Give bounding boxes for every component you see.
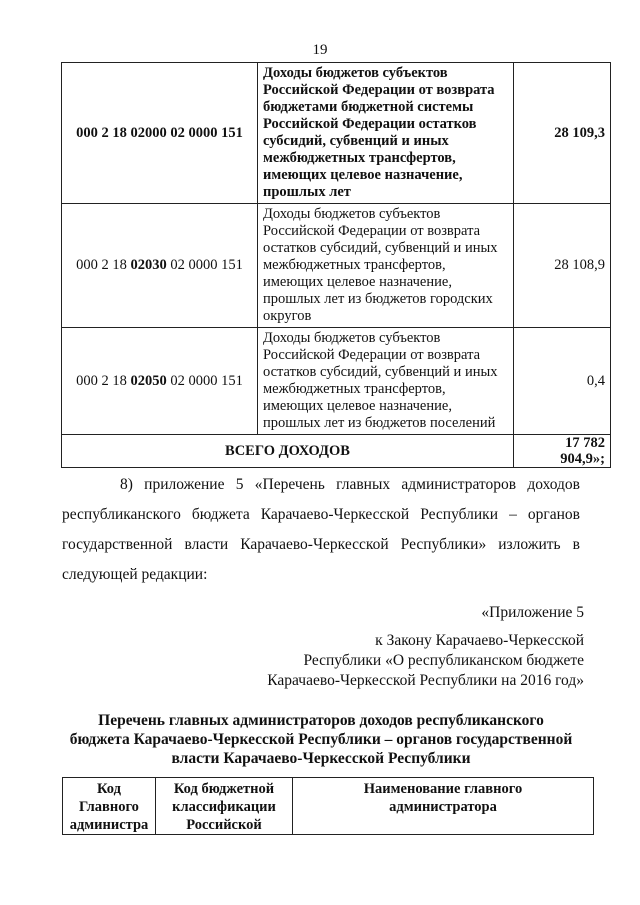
- table-row: [62, 328, 611, 435]
- income-description: Доходы бюджетов субъектов Российской Федерации от возврата бюджетами бюджетной системы Российской Федерации остатков субсидий, субвенций и иных межбюджетных трансфертов, имеющих целевое назначение, прошлых лет: [258, 63, 514, 204]
- page-number: 19: [312, 42, 328, 58]
- budget-code: 000 2 18 02000 02 0000 151: [62, 63, 258, 204]
- table-row: [62, 204, 611, 328]
- heading-line: бюджета Карачаево-Черкесской Республики – органов государственной: [69, 731, 573, 748]
- amendment-paragraph: [62, 470, 580, 590]
- income-description: Доходы бюджетов субъектов Российской Федерации от возврата остатков субсидий, субвенций и иных межбюджетных трансфертов, имеющих целевое назначение, прошлых лет из бюджетов поселений: [258, 328, 514, 435]
- appendix-line: Карачаево-Черкесской Республики на 2016 год»: [267, 672, 584, 689]
- column-header-budget-code: Код бюджетной классификации Российской: [156, 778, 293, 835]
- appendix-line: Республики «О республиканском бюджете: [303, 652, 584, 669]
- appendix-reference: [267, 631, 584, 691]
- heading-line: власти Карачаево-Черкесской Республики: [171, 750, 471, 767]
- income-table: [61, 62, 611, 468]
- column-header-admin-code: Код Главного администра: [63, 778, 156, 835]
- paragraph-text: 8) приложение 5 «Перечень главных администраторов доходов республиканского бюджета Карачаево-Черкесской Республики – органов государственной власти Карачаево-Черкесской Республики» изложить в следующей редакции:: [62, 476, 580, 583]
- income-amount: 28 109,3: [514, 63, 611, 204]
- income-description: Доходы бюджетов субъектов Российской Федерации от возврата остатков субсидий, субвенций и иных межбюджетных трансфертов, имеющих целевое назначение, прошлых лет из бюджетов городских округов: [258, 204, 514, 328]
- budget-code: 000 2 18 02050 02 0000 151: [62, 328, 258, 435]
- total-row: [62, 435, 611, 468]
- table-row: [62, 63, 611, 204]
- column-header-admin-name: Наименование главного администратора: [293, 778, 594, 835]
- income-amount: 0,4: [514, 328, 611, 435]
- appendix-line: к Закону Карачаево-Черкесской: [375, 632, 584, 649]
- table-header-row: [63, 778, 594, 835]
- list-heading: [62, 711, 580, 768]
- total-amount: 17 782 904,9»;: [514, 435, 611, 468]
- total-label: ВСЕГО ДОХОДОВ: [62, 435, 514, 468]
- administrators-table: [62, 777, 594, 835]
- appendix-title: «Приложение 5: [481, 604, 584, 621]
- budget-code: 000 2 18 02030 02 0000 151: [62, 204, 258, 328]
- income-amount: 28 108,9: [514, 204, 611, 328]
- heading-line: Перечень главных администраторов доходов республиканского: [98, 712, 544, 729]
